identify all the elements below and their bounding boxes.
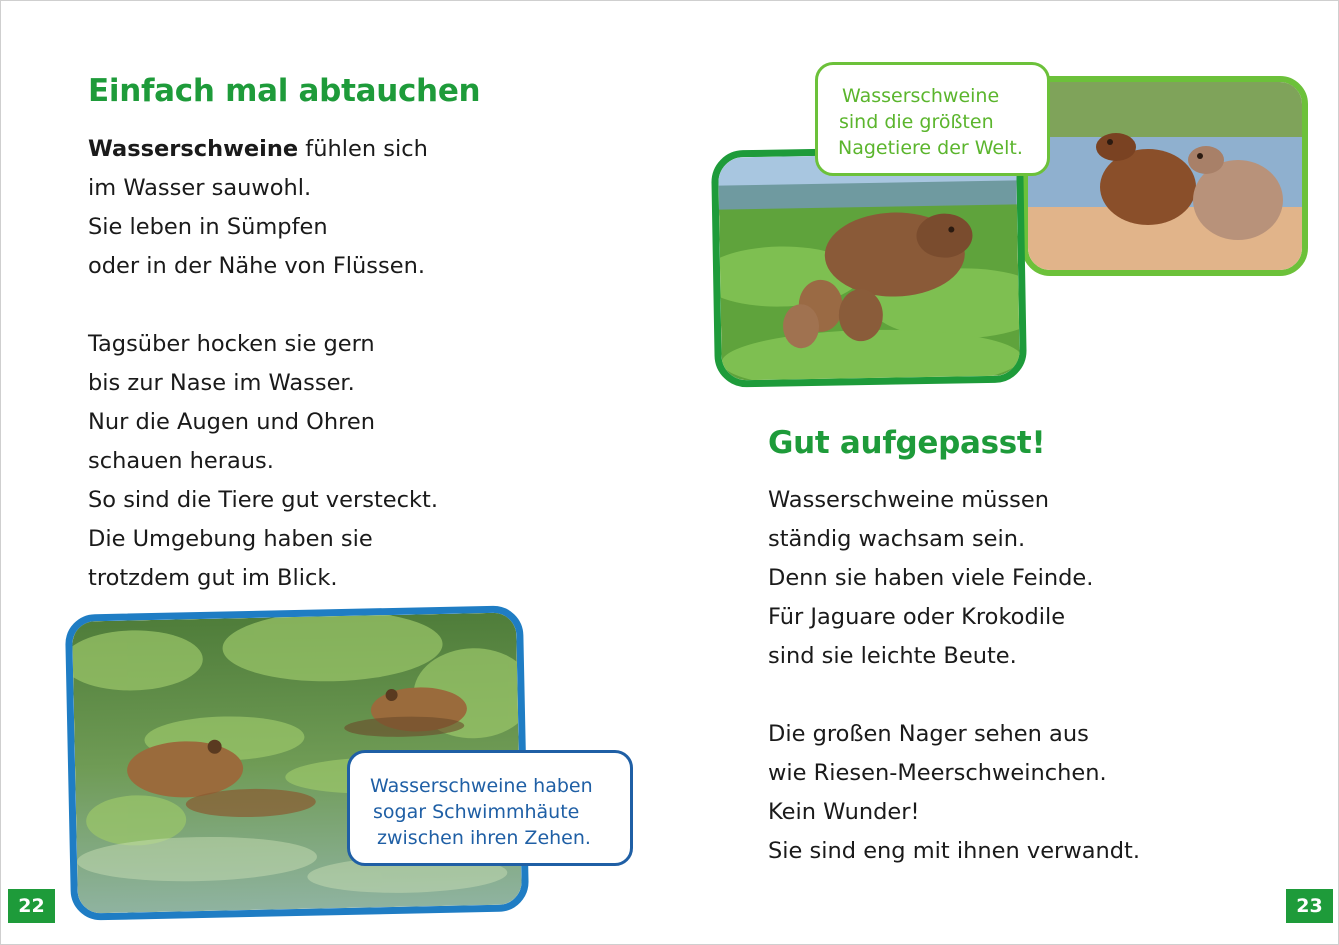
caption-bubble-right: [815, 62, 1050, 176]
text-line: Sie leben in Sümpfen: [88, 214, 328, 240]
right-paragraphs: [768, 481, 1140, 871]
left-heading: Einfach mal abtauchen: [88, 73, 481, 109]
caption-line: Wasserschweine: [842, 85, 1000, 107]
left-page: [0, 0, 669, 945]
left-paragraph-1: [88, 130, 438, 598]
photo-capybara-family: [711, 145, 1027, 387]
paragraph-gap: [88, 286, 438, 325]
caption-line: Wasserschweine haben: [370, 775, 593, 797]
text-line: [88, 130, 438, 169]
text-line: Nur die Augen und Ohren: [88, 409, 375, 435]
caption-line: zwischen ihren Zehen.: [377, 827, 591, 849]
text-line: schauen heraus.: [88, 448, 274, 474]
photo-capybaras-beach: [1022, 76, 1308, 276]
text-line: Wasserschweine müssen: [768, 487, 1049, 513]
page-number-left: 22: [8, 889, 55, 923]
text-line: Tagsüber hocken sie gern: [88, 331, 375, 357]
text-line: Die Umgebung haben sie: [88, 526, 373, 552]
right-heading: Gut aufgepasst!: [768, 425, 1046, 461]
text-line: Kein Wunder!: [768, 799, 920, 825]
text-line: Sie sind eng mit ihnen verwandt.: [768, 838, 1141, 864]
photo-illustration: [1028, 82, 1302, 270]
text-line: Die großen Nager sehen aus: [768, 721, 1089, 747]
caption-line: sind die größten: [839, 111, 994, 133]
text-line: So sind die Tiere gut versteckt.: [88, 487, 438, 513]
text-line: oder in der Nähe von Flüssen.: [88, 253, 426, 279]
paragraph-gap: [768, 676, 1140, 715]
text-line: sind sie leichte Beute.: [768, 643, 1017, 669]
text-line: ständig wachsam sein.: [768, 526, 1026, 552]
caption-line: sogar Schwimmhäute: [373, 801, 580, 823]
text-line: Denn sie haben viele Feinde.: [768, 565, 1094, 591]
text-line: bis zur Nase im Wasser.: [88, 370, 355, 396]
caption-bubble-left: [347, 750, 633, 866]
text-span: fühlen sich: [298, 136, 428, 162]
bold-term: Wasserschweine: [88, 136, 299, 162]
photo-illustration: [718, 152, 1020, 380]
text-line: trotzdem gut im Blick.: [88, 565, 338, 591]
right-page: [670, 0, 1339, 945]
page-number-right: 23: [1286, 889, 1333, 923]
text-line: Für Jaguare oder Krokodile: [768, 604, 1066, 630]
text-line: wie Riesen-Meerschweinchen.: [768, 760, 1107, 786]
text-line: im Wasser sauwohl.: [88, 175, 312, 201]
caption-line: Nagetiere der Welt.: [838, 137, 1023, 159]
